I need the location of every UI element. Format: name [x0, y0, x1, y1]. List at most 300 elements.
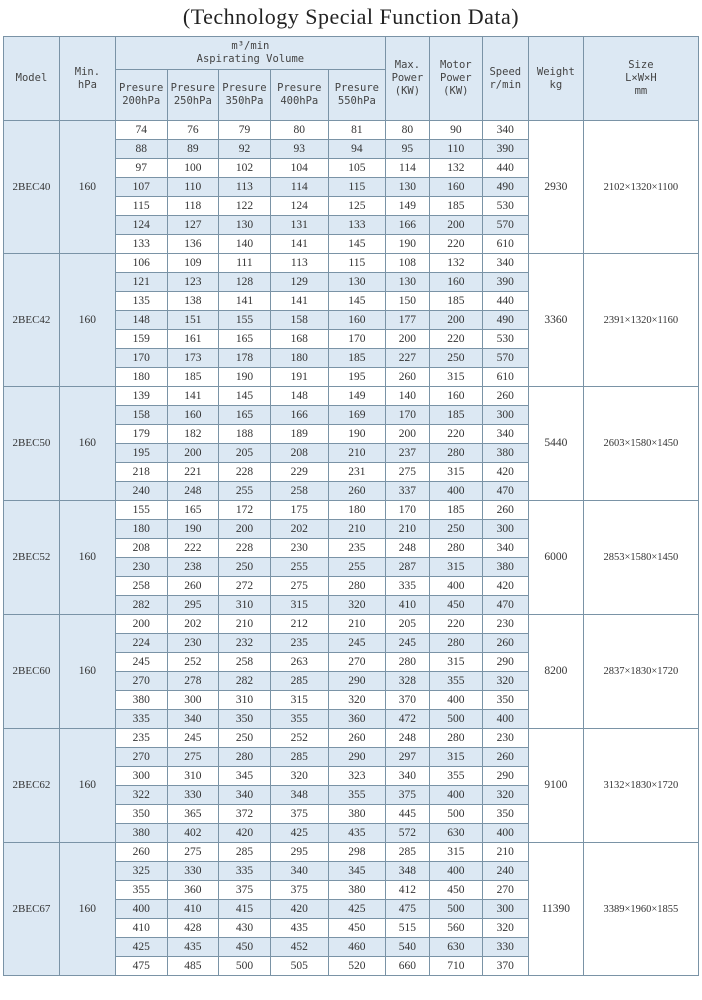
size-cell: 2853×1580×1450 [583, 501, 698, 615]
min-hpa-cell: 160 [59, 387, 115, 501]
data-cell: 220 [429, 330, 482, 349]
data-cell: 229 [270, 463, 328, 482]
data-cell: 320 [482, 672, 528, 691]
data-cell: 248 [167, 482, 219, 501]
data-cell: 425 [115, 938, 167, 957]
weight-cell: 8200 [528, 615, 583, 729]
weight-cell: 3360 [528, 254, 583, 387]
data-cell: 270 [115, 672, 167, 691]
data-cell: 180 [115, 520, 167, 539]
header-pressure-400: Presure 400hPa [270, 70, 328, 121]
data-cell: 230 [167, 634, 219, 653]
data-cell: 315 [429, 368, 482, 387]
data-cell: 182 [167, 425, 219, 444]
data-cell: 255 [270, 558, 328, 577]
data-cell: 310 [167, 767, 219, 786]
data-cell: 180 [328, 501, 385, 520]
data-cell: 221 [167, 463, 219, 482]
data-cell: 235 [270, 634, 328, 653]
data-cell: 228 [219, 463, 271, 482]
data-cell: 258 [219, 653, 271, 672]
data-cell: 115 [115, 197, 167, 216]
data-cell: 282 [219, 672, 271, 691]
data-cell: 80 [385, 121, 429, 140]
data-cell: 250 [219, 729, 271, 748]
data-cell: 141 [219, 292, 271, 311]
data-cell: 185 [429, 292, 482, 311]
data-cell: 285 [385, 843, 429, 862]
data-cell: 158 [115, 406, 167, 425]
data-cell: 355 [270, 710, 328, 729]
model-cell: 2BEC67 [4, 843, 60, 976]
data-cell: 208 [270, 444, 328, 463]
data-cell: 220 [429, 235, 482, 254]
table-row [4, 121, 699, 140]
data-cell: 370 [385, 691, 429, 710]
data-cell: 195 [328, 368, 385, 387]
data-cell: 490 [482, 311, 528, 330]
data-cell: 710 [429, 957, 482, 976]
specification-table [3, 36, 699, 976]
data-cell: 235 [115, 729, 167, 748]
model-cell: 2BEC40 [4, 121, 60, 254]
data-cell: 263 [270, 653, 328, 672]
data-cell: 452 [270, 938, 328, 957]
data-cell: 123 [167, 273, 219, 292]
data-cell: 360 [167, 881, 219, 900]
data-cell: 210 [328, 444, 385, 463]
header-aspirating-volume: m³/min Aspirating Volume [115, 37, 385, 70]
data-cell: 166 [385, 216, 429, 235]
weight-cell: 6000 [528, 501, 583, 615]
size-cell: 2391×1320×1160 [583, 254, 698, 387]
data-cell: 420 [482, 577, 528, 596]
data-cell: 141 [270, 235, 328, 254]
data-cell: 425 [270, 824, 328, 843]
data-cell: 200 [385, 425, 429, 444]
data-cell: 255 [328, 558, 385, 577]
data-cell: 270 [482, 881, 528, 900]
data-cell: 435 [270, 919, 328, 938]
size-cell: 2603×1580×1450 [583, 387, 698, 501]
data-cell: 114 [385, 159, 429, 178]
data-cell: 190 [219, 368, 271, 387]
data-cell: 290 [482, 653, 528, 672]
data-cell: 139 [115, 387, 167, 406]
data-cell: 110 [167, 178, 219, 197]
data-cell: 210 [482, 843, 528, 862]
min-hpa-cell: 160 [59, 615, 115, 729]
data-cell: 135 [115, 292, 167, 311]
data-cell: 280 [385, 653, 429, 672]
data-cell: 315 [429, 463, 482, 482]
data-cell: 560 [429, 919, 482, 938]
data-cell: 90 [429, 121, 482, 140]
data-cell: 252 [270, 729, 328, 748]
data-cell: 330 [167, 862, 219, 881]
data-cell: 222 [167, 539, 219, 558]
header-pressure-250: Presure 250hPa [167, 70, 219, 121]
data-cell: 200 [429, 216, 482, 235]
data-cell: 255 [219, 482, 271, 501]
data-cell: 89 [167, 140, 219, 159]
data-cell: 185 [429, 501, 482, 520]
data-cell: 237 [385, 444, 429, 463]
data-cell: 412 [385, 881, 429, 900]
data-cell: 298 [328, 843, 385, 862]
data-cell: 122 [219, 197, 271, 216]
data-cell: 355 [429, 767, 482, 786]
data-cell: 400 [429, 786, 482, 805]
data-cell: 285 [219, 843, 271, 862]
data-cell: 130 [385, 178, 429, 197]
header-size: Size L×W×H mm [583, 37, 698, 121]
data-cell: 315 [429, 558, 482, 577]
data-cell: 315 [429, 653, 482, 672]
data-cell: 258 [115, 577, 167, 596]
data-cell: 165 [219, 406, 271, 425]
data-cell: 320 [482, 786, 528, 805]
data-cell: 630 [429, 824, 482, 843]
header-min-hpa: Min. hPa [59, 37, 115, 121]
data-cell: 280 [429, 634, 482, 653]
data-cell: 300 [482, 520, 528, 539]
data-cell: 295 [270, 843, 328, 862]
data-cell: 440 [482, 159, 528, 178]
data-cell: 320 [482, 919, 528, 938]
data-cell: 240 [482, 862, 528, 881]
data-cell: 270 [115, 748, 167, 767]
data-cell: 160 [429, 387, 482, 406]
data-cell: 472 [385, 710, 429, 729]
data-cell: 185 [429, 406, 482, 425]
data-cell: 94 [328, 140, 385, 159]
data-cell: 218 [115, 463, 167, 482]
data-cell: 227 [385, 349, 429, 368]
data-cell: 106 [115, 254, 167, 273]
model-cell: 2BEC60 [4, 615, 60, 729]
min-hpa-cell: 160 [59, 121, 115, 254]
data-cell: 185 [167, 368, 219, 387]
header-speed: Speed r/min [482, 37, 528, 121]
data-cell: 500 [429, 805, 482, 824]
data-cell: 185 [328, 349, 385, 368]
data-cell: 350 [482, 691, 528, 710]
data-cell: 372 [219, 805, 271, 824]
data-cell: 97 [115, 159, 167, 178]
data-cell: 210 [219, 615, 271, 634]
data-cell: 380 [328, 881, 385, 900]
data-cell: 159 [115, 330, 167, 349]
header-pressure-350: Presure 350hPa [219, 70, 271, 121]
data-cell: 260 [482, 634, 528, 653]
data-cell: 121 [115, 273, 167, 292]
data-cell: 290 [328, 672, 385, 691]
data-cell: 505 [270, 957, 328, 976]
data-cell: 133 [328, 216, 385, 235]
data-cell: 280 [219, 748, 271, 767]
data-cell: 141 [270, 292, 328, 311]
data-cell: 340 [482, 425, 528, 444]
data-cell: 125 [328, 197, 385, 216]
data-cell: 115 [328, 254, 385, 273]
data-cell: 160 [167, 406, 219, 425]
data-cell: 420 [270, 900, 328, 919]
data-cell: 95 [385, 140, 429, 159]
weight-cell: 9100 [528, 729, 583, 843]
data-cell: 113 [270, 254, 328, 273]
data-cell: 400 [429, 862, 482, 881]
data-cell: 450 [219, 938, 271, 957]
data-cell: 180 [115, 368, 167, 387]
data-cell: 365 [167, 805, 219, 824]
data-cell: 375 [270, 805, 328, 824]
data-cell: 245 [115, 653, 167, 672]
size-cell: 2837×1830×1720 [583, 615, 698, 729]
data-cell: 124 [115, 216, 167, 235]
data-cell: 185 [429, 197, 482, 216]
data-cell: 148 [270, 387, 328, 406]
data-cell: 370 [482, 957, 528, 976]
data-cell: 168 [270, 330, 328, 349]
data-cell: 300 [482, 900, 528, 919]
data-cell: 93 [270, 140, 328, 159]
data-cell: 191 [270, 368, 328, 387]
data-cell: 570 [482, 349, 528, 368]
data-cell: 220 [429, 425, 482, 444]
data-cell: 428 [167, 919, 219, 938]
data-cell: 300 [482, 406, 528, 425]
data-cell: 420 [219, 824, 271, 843]
data-cell: 300 [167, 691, 219, 710]
data-cell: 205 [219, 444, 271, 463]
data-cell: 360 [328, 710, 385, 729]
data-cell: 260 [167, 577, 219, 596]
data-cell: 260 [482, 501, 528, 520]
data-cell: 340 [482, 121, 528, 140]
data-cell: 230 [115, 558, 167, 577]
data-cell: 231 [328, 463, 385, 482]
data-cell: 150 [385, 292, 429, 311]
data-cell: 270 [328, 653, 385, 672]
data-cell: 280 [328, 577, 385, 596]
data-cell: 74 [115, 121, 167, 140]
data-cell: 630 [429, 938, 482, 957]
data-cell: 410 [167, 900, 219, 919]
data-cell: 348 [385, 862, 429, 881]
data-cell: 235 [328, 539, 385, 558]
data-cell: 310 [219, 596, 271, 615]
min-hpa-cell: 160 [59, 729, 115, 843]
data-cell: 290 [328, 748, 385, 767]
data-cell: 315 [429, 748, 482, 767]
data-cell: 76 [167, 121, 219, 140]
data-cell: 200 [115, 615, 167, 634]
data-cell: 380 [115, 824, 167, 843]
data-cell: 161 [167, 330, 219, 349]
data-cell: 322 [115, 786, 167, 805]
data-cell: 155 [219, 311, 271, 330]
data-cell: 400 [115, 900, 167, 919]
data-cell: 177 [385, 311, 429, 330]
data-cell: 348 [270, 786, 328, 805]
data-cell: 390 [482, 273, 528, 292]
data-cell: 440 [482, 292, 528, 311]
data-cell: 133 [115, 235, 167, 254]
data-cell: 285 [270, 672, 328, 691]
data-cell: 335 [115, 710, 167, 729]
data-cell: 275 [167, 748, 219, 767]
data-cell: 323 [328, 767, 385, 786]
data-cell: 445 [385, 805, 429, 824]
data-cell: 202 [270, 520, 328, 539]
data-cell: 232 [219, 634, 271, 653]
data-cell: 320 [328, 691, 385, 710]
data-cell: 195 [115, 444, 167, 463]
data-cell: 245 [385, 634, 429, 653]
data-cell: 113 [219, 178, 271, 197]
size-cell: 3132×1830×1720 [583, 729, 698, 843]
table-row [4, 501, 699, 520]
data-cell: 315 [270, 596, 328, 615]
data-cell: 179 [115, 425, 167, 444]
data-cell: 200 [167, 444, 219, 463]
data-cell: 420 [482, 463, 528, 482]
data-cell: 330 [482, 938, 528, 957]
data-cell: 610 [482, 235, 528, 254]
data-cell: 380 [482, 444, 528, 463]
data-cell: 189 [270, 425, 328, 444]
data-cell: 340 [167, 710, 219, 729]
data-cell: 290 [482, 767, 528, 786]
data-cell: 140 [219, 235, 271, 254]
data-cell: 224 [115, 634, 167, 653]
data-cell: 295 [167, 596, 219, 615]
data-cell: 340 [270, 862, 328, 881]
data-cell: 131 [270, 216, 328, 235]
data-cell: 208 [115, 539, 167, 558]
data-cell: 272 [219, 577, 271, 596]
data-cell: 410 [115, 919, 167, 938]
data-cell: 340 [219, 786, 271, 805]
data-cell: 260 [385, 368, 429, 387]
data-cell: 212 [270, 615, 328, 634]
data-cell: 278 [167, 672, 219, 691]
data-cell: 500 [219, 957, 271, 976]
data-cell: 190 [328, 425, 385, 444]
data-cell: 435 [167, 938, 219, 957]
data-cell: 148 [115, 311, 167, 330]
data-cell: 130 [328, 273, 385, 292]
weight-cell: 2930 [528, 121, 583, 254]
header-weight: Weight kg [528, 37, 583, 121]
data-cell: 380 [482, 558, 528, 577]
data-cell: 170 [385, 406, 429, 425]
data-cell: 190 [385, 235, 429, 254]
data-cell: 350 [219, 710, 271, 729]
data-cell: 425 [328, 900, 385, 919]
data-cell: 282 [115, 596, 167, 615]
model-cell: 2BEC62 [4, 729, 60, 843]
data-cell: 330 [167, 786, 219, 805]
data-cell: 390 [482, 140, 528, 159]
model-cell: 2BEC52 [4, 501, 60, 615]
data-cell: 129 [270, 273, 328, 292]
data-cell: 400 [429, 691, 482, 710]
data-cell: 250 [219, 558, 271, 577]
data-cell: 380 [115, 691, 167, 710]
data-cell: 335 [219, 862, 271, 881]
data-cell: 500 [429, 900, 482, 919]
data-cell: 245 [328, 634, 385, 653]
data-cell: 520 [328, 957, 385, 976]
data-cell: 252 [167, 653, 219, 672]
data-cell: 450 [429, 881, 482, 900]
data-cell: 173 [167, 349, 219, 368]
data-cell: 108 [385, 254, 429, 273]
data-cell: 400 [482, 824, 528, 843]
data-cell: 210 [385, 520, 429, 539]
data-cell: 149 [328, 387, 385, 406]
data-cell: 88 [115, 140, 167, 159]
data-cell: 172 [219, 501, 271, 520]
data-cell: 240 [115, 482, 167, 501]
data-cell: 260 [482, 748, 528, 767]
data-cell: 450 [328, 919, 385, 938]
size-cell: 2102×1320×1100 [583, 121, 698, 254]
data-cell: 115 [328, 178, 385, 197]
data-cell: 410 [385, 596, 429, 615]
data-cell: 105 [328, 159, 385, 178]
data-cell: 170 [115, 349, 167, 368]
data-cell: 355 [115, 881, 167, 900]
data-cell: 400 [429, 577, 482, 596]
data-cell: 285 [270, 748, 328, 767]
data-cell: 114 [270, 178, 328, 197]
data-cell: 275 [385, 463, 429, 482]
data-cell: 166 [270, 406, 328, 425]
data-cell: 151 [167, 311, 219, 330]
min-hpa-cell: 160 [59, 254, 115, 387]
data-cell: 250 [429, 349, 482, 368]
data-cell: 340 [482, 539, 528, 558]
data-cell: 280 [429, 444, 482, 463]
model-cell: 2BEC50 [4, 387, 60, 501]
data-cell: 79 [219, 121, 271, 140]
data-cell: 210 [328, 615, 385, 634]
data-cell: 660 [385, 957, 429, 976]
data-cell: 260 [115, 843, 167, 862]
data-cell: 230 [482, 729, 528, 748]
header-pressure-550: Presure 550hPa [328, 70, 385, 121]
data-cell: 248 [385, 729, 429, 748]
data-cell: 380 [328, 805, 385, 824]
min-hpa-cell: 160 [59, 501, 115, 615]
data-cell: 81 [328, 121, 385, 140]
data-cell: 310 [219, 691, 271, 710]
data-cell: 230 [482, 615, 528, 634]
data-cell: 515 [385, 919, 429, 938]
data-cell: 245 [167, 729, 219, 748]
table-row [4, 843, 699, 862]
data-cell: 138 [167, 292, 219, 311]
data-cell: 205 [385, 615, 429, 634]
data-cell: 500 [429, 710, 482, 729]
data-cell: 136 [167, 235, 219, 254]
data-cell: 530 [482, 197, 528, 216]
data-cell: 248 [385, 539, 429, 558]
data-cell: 415 [219, 900, 271, 919]
